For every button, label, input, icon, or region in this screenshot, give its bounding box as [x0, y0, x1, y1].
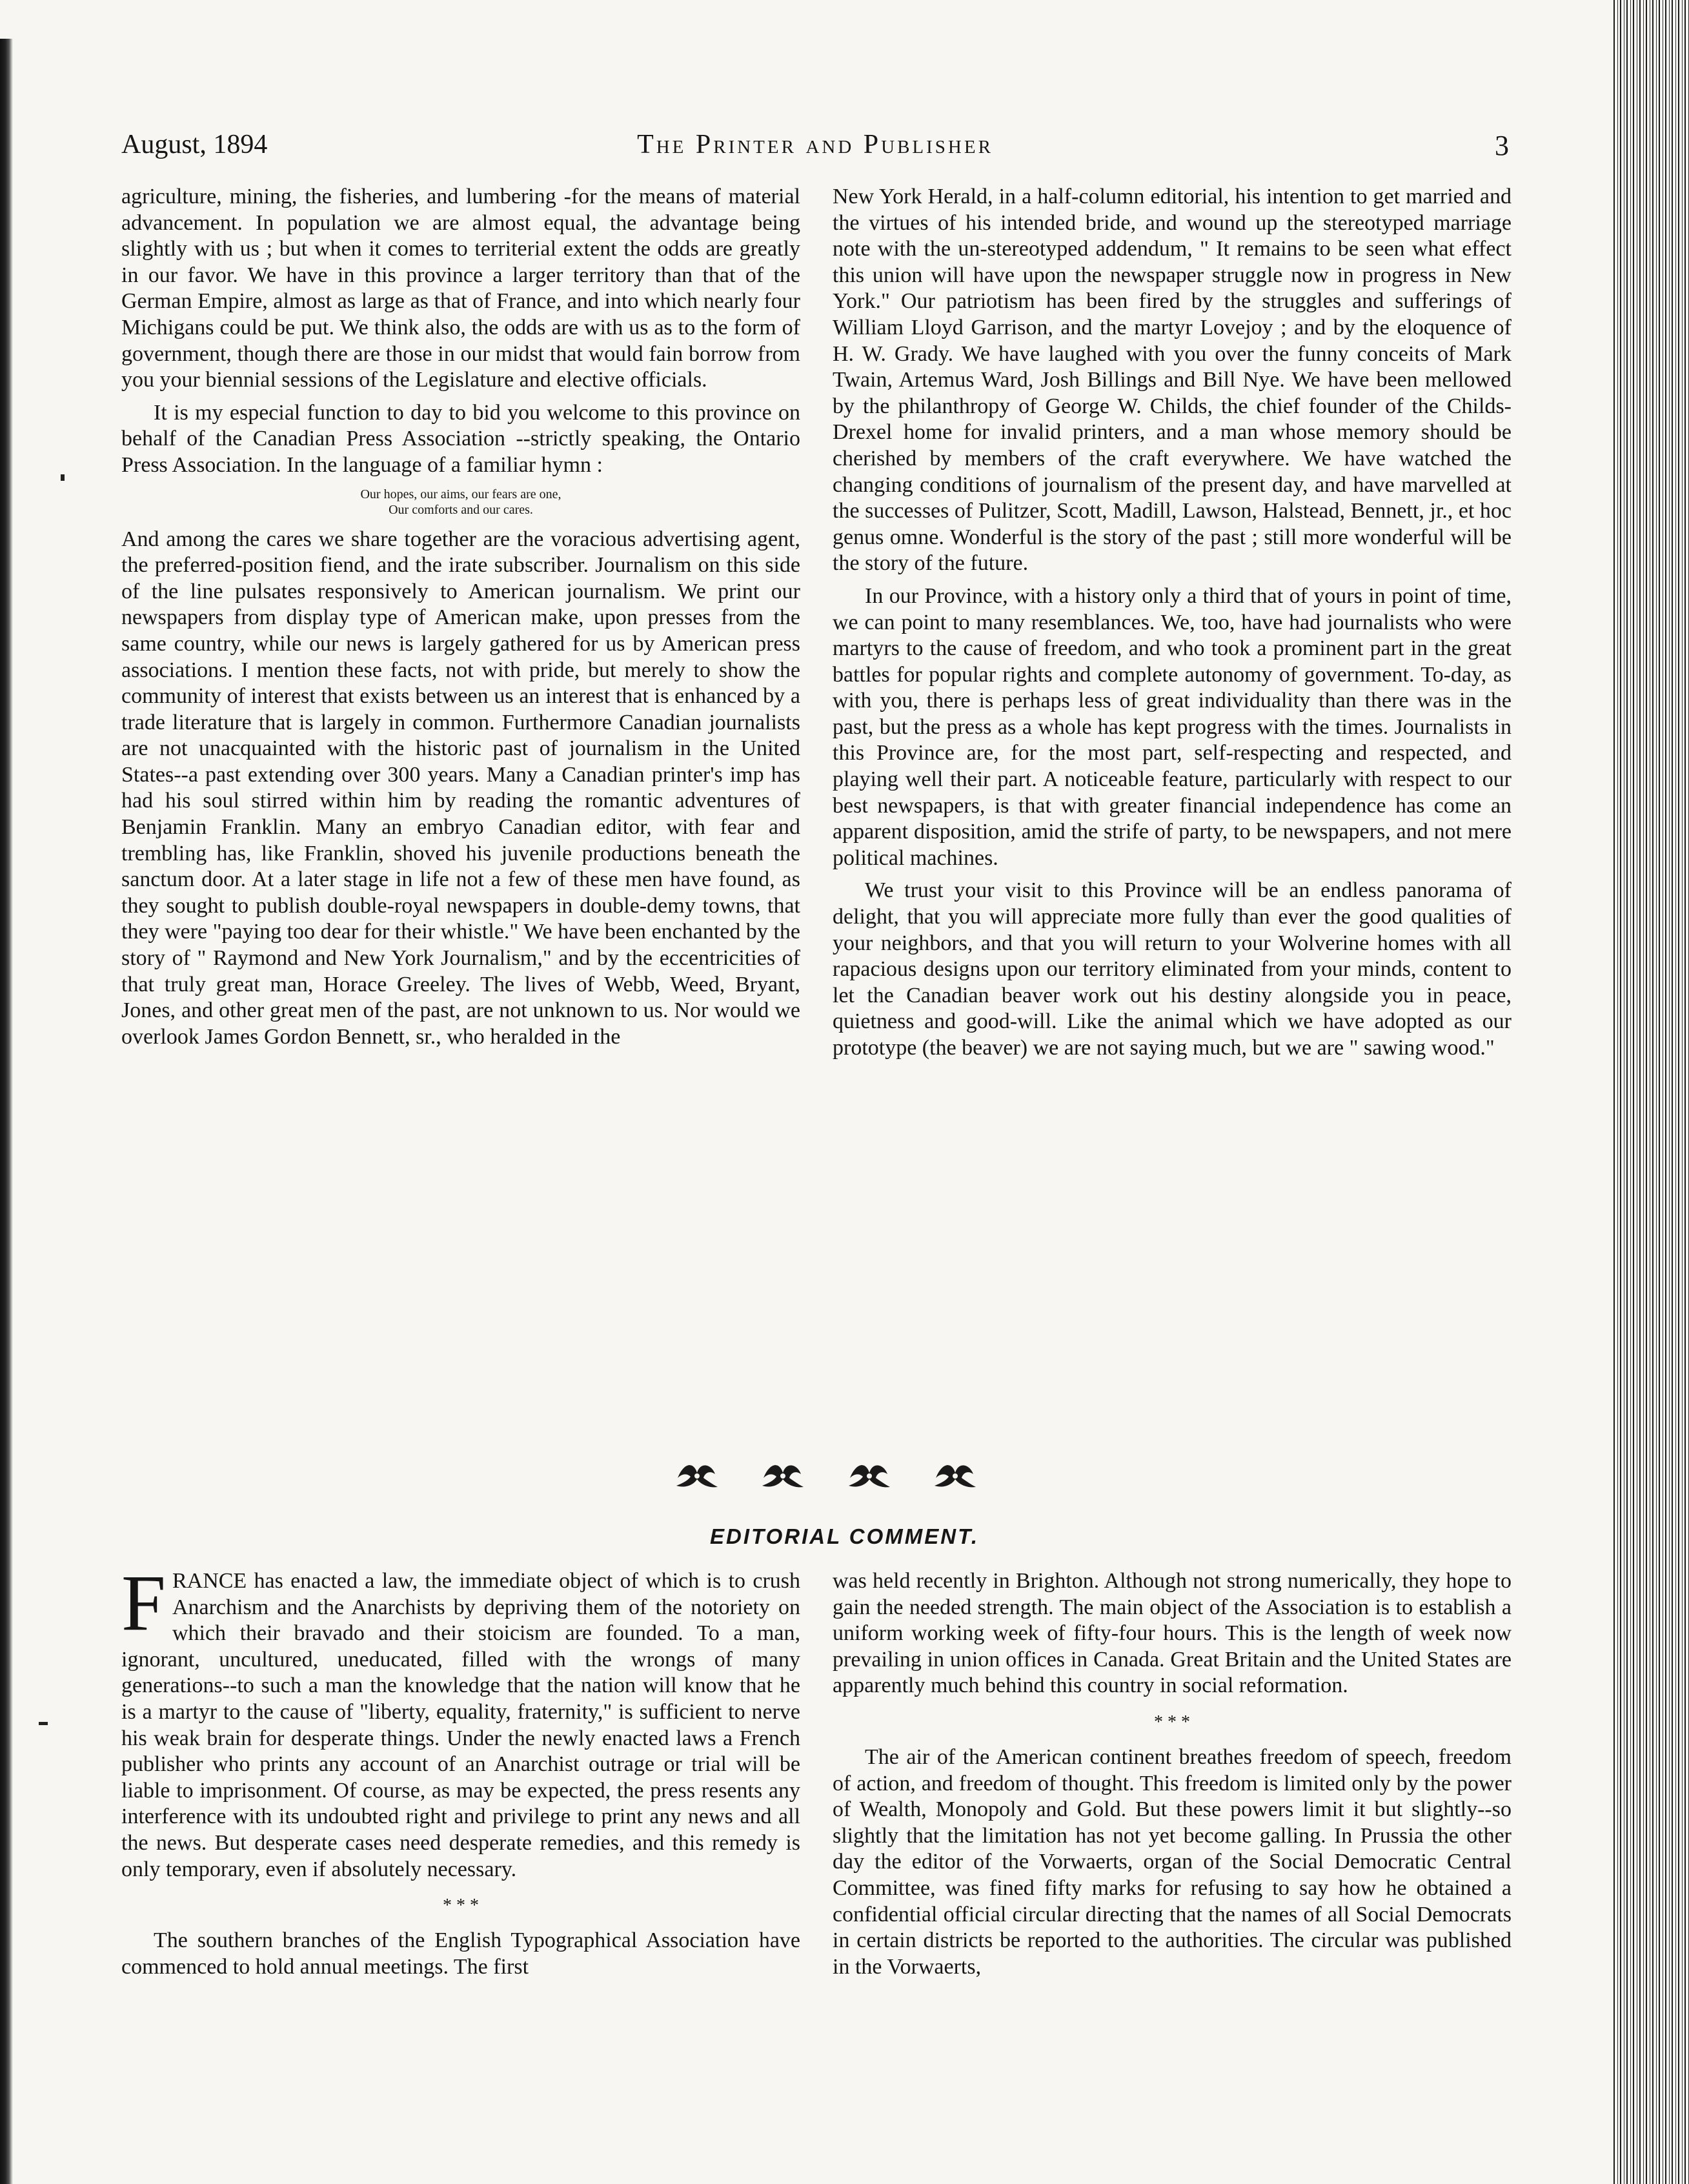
paragraph: It is my especial function to day to bid you welcome to this province on behalf of the Canadian Press Association --strictly speaking, the Ontario Press Association. In the language of a familiar hymn : — [121, 400, 800, 477]
fleuron-icon — [757, 1459, 809, 1491]
hymn-line: Our hopes, our aims, our fears are one, — [360, 487, 561, 501]
drop-cap: F — [121, 1559, 166, 1647]
section-divider-ornaments — [671, 1455, 981, 1494]
paragraph: The southern branches of the English Typographical Association have commenced to hold annual meetings. The first — [121, 1928, 800, 1979]
hymn-quotation — [121, 487, 800, 518]
page-number: 3 — [1495, 130, 1509, 161]
fleuron-icon — [844, 1459, 895, 1491]
issue-date: August, 1894 — [121, 130, 268, 159]
paragraph: was held recently in Brighton. Although not strong numerically, they hope to gain the needed strength. The main object of the Association is to establish a uniform working week of fifty-four hours. This is the length of week now prevailing in union offices in Canada. Great Britain and the United States are apparently much behind this country in social reformation. — [833, 1569, 1512, 1698]
margin-mark — [61, 474, 65, 481]
section-heading: EDITORIAL COMMENT. — [710, 1524, 979, 1548]
running-header — [121, 129, 1509, 168]
hymn-line: Our comforts and our cares. — [389, 502, 533, 517]
publication-title: The Printer and Publisher — [637, 130, 993, 159]
paragraph: New York Herald, in a half-column editorial, his intention to get married and the virtues of his intended bride, and wound up the stereotyped marriage note with the un-stereotyped addendum, " It remains to be seen what effect this union will have upon the newspaper struggle now in progress in New York." Our patriotism has been fired by the struggles and sufferings of William Lloyd Garrison, and the martyr Lovejoy ; and by the eloquence of H. W. Grady. We have laughed with you over the funny conceits of Mark Twain, Artemus Ward, Josh Billings and Bill Nye. We have been mellowed by the philanthropy of George W. Childs, the chief founder of the Childs-Drexel home for invalid printers, and a man whose memory should be cherished by members of the craft everywhere. We have watched the changing conditions of journalism of the present day, and have marvelled at the successes of Pulitzer, Scott, Madill, Lawson, Halstead, Bennett, jr., et hoc genus omne. Wonderful is the story of the past ; still more wonderful will be the story of the future. — [833, 185, 1512, 576]
asterism: * * * — [1154, 1712, 1190, 1732]
lead-in-caps: RANCE — [172, 1569, 247, 1593]
asterism: * * * — [443, 1896, 479, 1916]
fleuron-icon — [671, 1459, 723, 1491]
paragraph: The air of the American continent breathes freedom of speech, freedom of action, and freedom of thought. This freedom is limited only by the power of Wealth, Monopoly and Gold. But these powers limit it but slightly--so slightly that the limitation has not yet become galling. In Prussia the other day the editor of the Vorwaerts, organ of the Social Democratic Central Committee, was fined fifty marks for refusing to say how he obtained a confidential official circular directing that the names of all Social Democrats in certain districts be reported to the authorities. The circular was published in the Vorwaerts, — [833, 1744, 1512, 1979]
paragraph: We trust your visit to this Province will be an endless panorama of delight, that you will appreciate more fully than ever the good qualities of your neighbors, and that you will return to your Wolverine homes with all rapacious designs upon our territory eliminated from your minds, content to let the Canadian beaver work out his destiny alongside you in peace, quietness and good-will. Like the animal which we have adopted as our prototype (the beaver) we are not saying much, but we are " sawing wood." — [833, 878, 1512, 1060]
editorial-column-2 — [833, 1568, 1512, 1980]
article-column-1 — [121, 184, 800, 1050]
paragraph: And among the cares we share together are the voracious advertising agent, the preferred-position fiend, and the irate subscriber. Journalism on this side of the line pulsates responsively to American journalism. We print our newspapers from display type of American make, upon presses from the same country, while our news is largely gathered for us by American press associations. I mention these facts, not with pride, but merely to show the community of interest that exists between us an interest that is enhanced by a trade literature that is largely in common. Furthermore Canadian journalists are not unacquainted with the historic past of journalism in the United States--a past extending over 300 years. Many a Canadian printer's imp has had his soul stirred within him by reading the romantic adventures of Benjamin Franklin. Many an embryo Canadian editor, with fear and trembling has, like Franklin, shoved his juvenile productions beneath the sanctum door. At a later stage in life not a few of these men have found, as they sought to publish double-royal newspapers in double-demy towns, that they were "paying too dear for their whistle." We have been enchanted by the story of " Raymond and New York Journalism," and by the eccentricities of that truly great man, Horace Greeley. The lives of Webb, Weed, Bryant, Jones, and other great men of the past, are not unknown to us. Nor would we overlook James Gordon Bennett, sr., who heralded in the — [121, 527, 800, 1049]
editorial-column-1 — [121, 1559, 800, 1980]
scan-edge-right — [1612, 0, 1689, 2184]
paragraph-text: has enacted a law, the immediate object of which is to crush Anarchism and the Anarchists by depriving them of the notoriety on which their bravado and their stoicism are founded. To a man, ignorant, uncultured, uneducated, filled with the wrongs of many generations--to such a man the knowledge that the nation will know that he is a martyr to the cause of "liberty, equality, fraternity," is sufficient to nerve his weak brain for desperate things. Under the newly enacted laws a French publisher who prints any account of an Anarchist outrage or trial will be liable to imprisonment. Of course, as may be expected, the press resents any interference with its undoubted right and privilege to print any news and all the news. But desperate cases need desperate remedies, and this remedy is only temporary, even if absolutely necessary. — [121, 1569, 800, 1881]
article-column-2 — [833, 184, 1512, 1062]
scan-edge-left — [0, 39, 13, 2184]
paragraph: In our Province, with a history only a third that of yours in point of time, we can point to many resemblances. We, too, have had journalists who were martyrs to the cause of freedom, and who took a prominent part in the great battles for popular rights and complete autonomy of government. To-day, as with you, there is perhaps less of great individuality than there was in the past, but the press as a whole has kept progress with the times. Journalists in this Province are, for the most part, self-respecting and respected, and playing well their part. A noticeable feature, particularly with respect to our best newspapers, is that with greater financial independence has come an apparent disposition, amid the strife of party, to be newspapers, and not mere political machines. — [833, 583, 1512, 870]
paragraph — [121, 1559, 800, 1883]
margin-mark — [39, 1722, 48, 1725]
paragraph: agriculture, mining, the fisheries, and lumbering -for the means of material advancement. In population we are almost equal, the advantage being slightly with us ; but when it comes to territerial extent the odds are greatly in our favor. We have in this province a larger territory than that of the German Empire, almost as large as that of France, and into which nearly four Michigans could be put. We think also, the odds are with us as to the form of government, though there are those in our midst that would fain borrow from you your biennial sessions of the Legislature and elective officials. — [121, 185, 800, 392]
fleuron-icon — [929, 1459, 981, 1491]
